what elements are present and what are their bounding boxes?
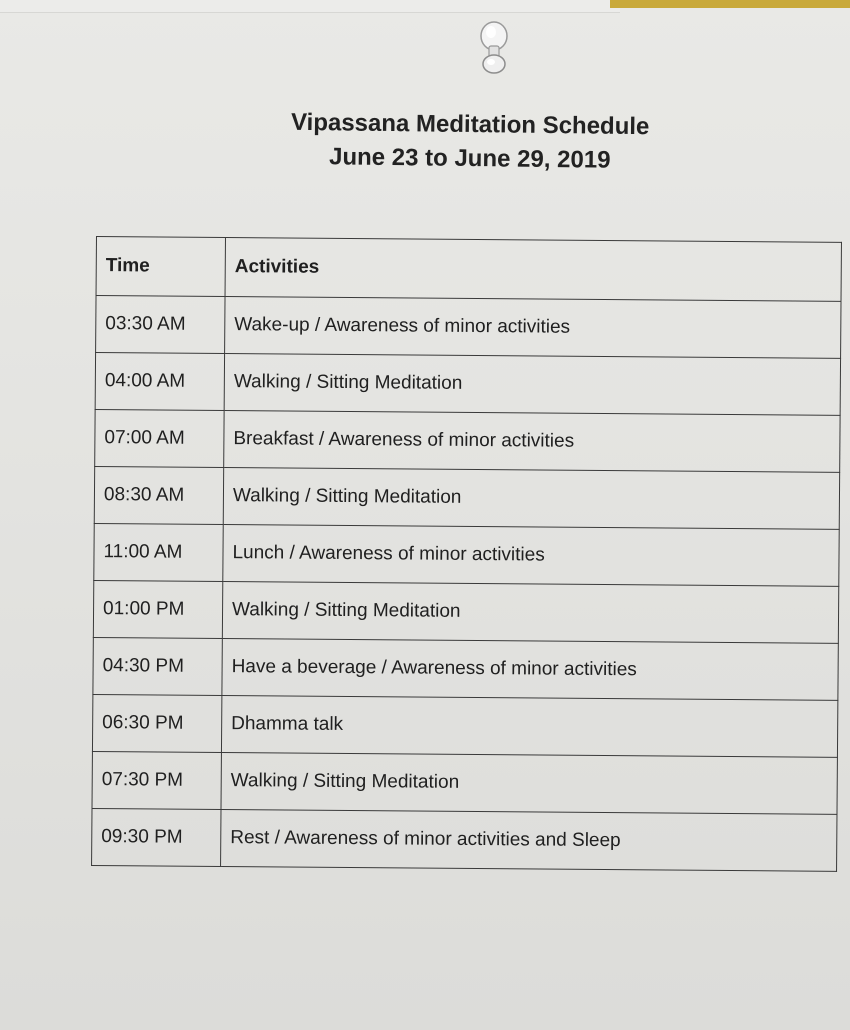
activity-cell: Rest / Awareness of minor activities and Sleep xyxy=(221,809,837,871)
table-row xyxy=(95,353,840,416)
time-cell: 07:00 AM xyxy=(95,409,224,467)
corner-accent xyxy=(610,0,850,8)
activity-cell: Walking / Sitting Meditation xyxy=(224,354,840,416)
time-cell: 06:30 PM xyxy=(92,694,221,752)
activity-cell: Lunch / Awareness of minor activities xyxy=(223,525,839,587)
activity-cell: Walking / Sitting Meditation xyxy=(221,753,837,815)
time-cell: 03:30 AM xyxy=(96,296,225,354)
column-header-activities: Activities xyxy=(225,238,841,302)
activity-cell: Breakfast / Awareness of minor activities xyxy=(224,411,840,473)
activity-cell: Have a beverage / Awareness of minor activities xyxy=(222,639,838,701)
date-range: June 23 to June 29, 2019 xyxy=(328,143,611,174)
table-row xyxy=(93,637,838,700)
page-title: Vipassana Meditation Schedule xyxy=(290,108,650,141)
time-cell: 07:30 PM xyxy=(92,751,221,809)
table-header-row xyxy=(96,237,841,302)
table-row xyxy=(94,523,839,586)
paper-edge xyxy=(0,0,620,13)
title-block xyxy=(200,105,741,180)
column-header-time: Time xyxy=(96,237,225,297)
time-cell: 04:00 AM xyxy=(95,353,224,411)
table-row xyxy=(92,694,837,757)
table-row xyxy=(92,808,837,871)
table-row xyxy=(95,409,840,472)
time-cell: 09:30 PM xyxy=(92,808,221,866)
pushpin-icon xyxy=(474,16,514,76)
time-cell: 11:00 AM xyxy=(94,523,223,581)
time-cell: 08:30 AM xyxy=(94,466,223,524)
activity-cell: Walking / Sitting Meditation xyxy=(223,468,839,530)
activity-cell: Wake-up / Awareness of minor activities xyxy=(225,297,841,359)
activity-cell: Dhamma talk xyxy=(221,696,837,758)
table-row xyxy=(94,466,839,529)
time-cell: 04:30 PM xyxy=(93,637,222,695)
time-cell: 01:00 PM xyxy=(93,580,222,638)
table-row xyxy=(96,296,841,359)
activity-cell: Walking / Sitting Meditation xyxy=(222,582,838,644)
table-row xyxy=(92,751,837,814)
schedule-table xyxy=(91,236,842,872)
table-row xyxy=(93,580,838,643)
